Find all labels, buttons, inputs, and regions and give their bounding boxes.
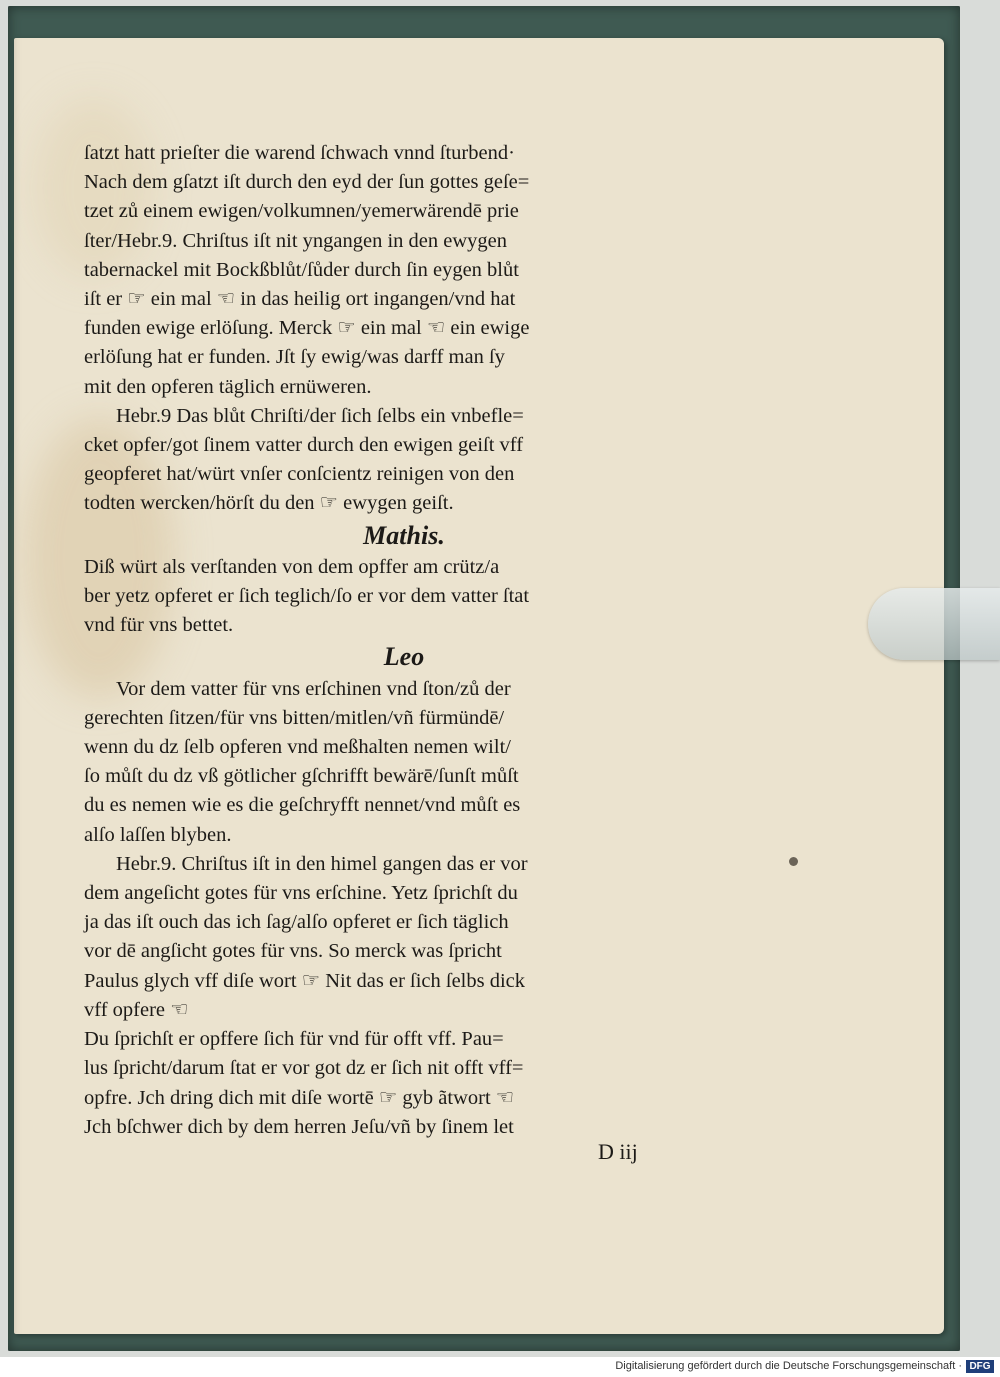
text-line: erlöſung hat er funden. Jſt ſy ewig/was darff man ſy [84, 346, 505, 369]
text-line: ſatzt hatt prieſter die warend ſchwach vnnd ſturbend· [84, 142, 515, 164]
paragraph-6 [84, 1025, 724, 1142]
text-line: opfre. Jch dring dich mit diſe wortē ☞ gyb ãtwort ☜ [84, 1086, 515, 1109]
footer-bar [0, 1357, 1000, 1377]
text-line: iſt er ☞ ein mal ☜ in das heilig ort ingangen/vnd hat [84, 288, 516, 311]
speaker-heading-leo: Leo [383, 642, 425, 672]
text-line: ber yetz opferet er ſich teglich/ſo er vor dem vatter ſtat [84, 585, 530, 608]
text-line: vor dē angſicht gotes für vns. So merck was ſpricht [84, 940, 502, 963]
paragraph-5 [84, 850, 724, 1025]
text-line: ſo můſt du dz vß götlicher gſchrifft bewärē/ſunſt můſt [84, 765, 519, 788]
text-line: Diß würt als verſtanden von dem opffer am crütz/a [84, 555, 500, 578]
paragraph-2 [84, 402, 724, 519]
paragraph-3 [84, 553, 724, 641]
text-line: todten wercken/hörſt du den ☞ ewygen geiſt. [84, 492, 454, 515]
funding-text: Digitalisierung gefördert durch die Deutsche Forschungsgemeinschaft · [615, 1360, 962, 1372]
page-clip [868, 588, 1000, 660]
paragraph-1 [84, 139, 724, 402]
text-line: Jch bſchwer dich by dem herren Jeſu/vñ by ſinem let [84, 1115, 514, 1138]
text-line: ja das iſt ouch das ich ſag/alſo opferet er ſich täglich [84, 911, 509, 934]
text-line: vff opfere ☜ [84, 998, 189, 1021]
text-line: Paulus glych vff diſe wort ☞ Nit das er ſich ſelbs dick [84, 969, 526, 992]
text-line: lus ſpricht/darum ſtat er vor got dz er ſich nit offt vff= [84, 1057, 524, 1080]
signature-mark: D iij [598, 1139, 638, 1164]
text-line: geopferet hat/würt vnſer conſcientz reinigen von den [84, 463, 515, 486]
text-line: mit den opferen täglich ernüweren. [84, 375, 372, 398]
text-line: funden ewige erlöſung. Merck ☞ ein mal ☜ ein ewige [84, 317, 530, 340]
text-line: du es nemen wie es die geſchryfft nennet/vnd můſt es [84, 794, 521, 817]
text-line: wenn du dz ſelb opferen vnd meßhalten nemen wilt/ [84, 736, 511, 759]
text-line: cket opfer/got ſinem vatter durch den ewigen geiſt vff [84, 434, 524, 457]
text-line: vnd für vns bettet. [84, 614, 234, 637]
text-line: tzet zů einem ewigen/volkumnen/yemerwärendē prie [84, 200, 519, 223]
text-line: ſter/Hebr.9. Chriſtus iſt nit yngangen in den ewygen [84, 229, 508, 252]
text-line: tabernackel mit Bockßblůt/ſůder durch ſin eygen blůt [84, 258, 519, 281]
text-line: gerechten ſitzen/für vns bitten/mitlen/vñ fürmündē/ [84, 706, 505, 729]
text-line: Hebr.9. Chriſtus iſt in den himel gangen das er vor [116, 852, 528, 875]
text-line: Du ſprichſt er opffere ſich für vnd für offt vff. Pau= [84, 1028, 504, 1051]
page-text [84, 139, 724, 1142]
dfg-logo: DFG [966, 1360, 994, 1373]
text-line: alſo laſſen blyben. [84, 823, 232, 846]
speaker-heading-mathis: Mathis. [363, 520, 445, 550]
text-line: dem angeſicht gotes für vns erſchine. Yetz ſprichſt du [84, 882, 518, 905]
text-line: Vor dem vatter für vns erſchinen vnd ſton/zů der [116, 677, 511, 700]
page-dot [789, 857, 798, 866]
text-line: Nach dem gſatzt iſt durch den eyd der ſun gottes geſe= [84, 171, 530, 194]
text-line: Hebr.9 Das blůt Chriſti/der ſich ſelbs ein vnbefle= [116, 404, 524, 427]
paragraph-4 [84, 675, 724, 850]
